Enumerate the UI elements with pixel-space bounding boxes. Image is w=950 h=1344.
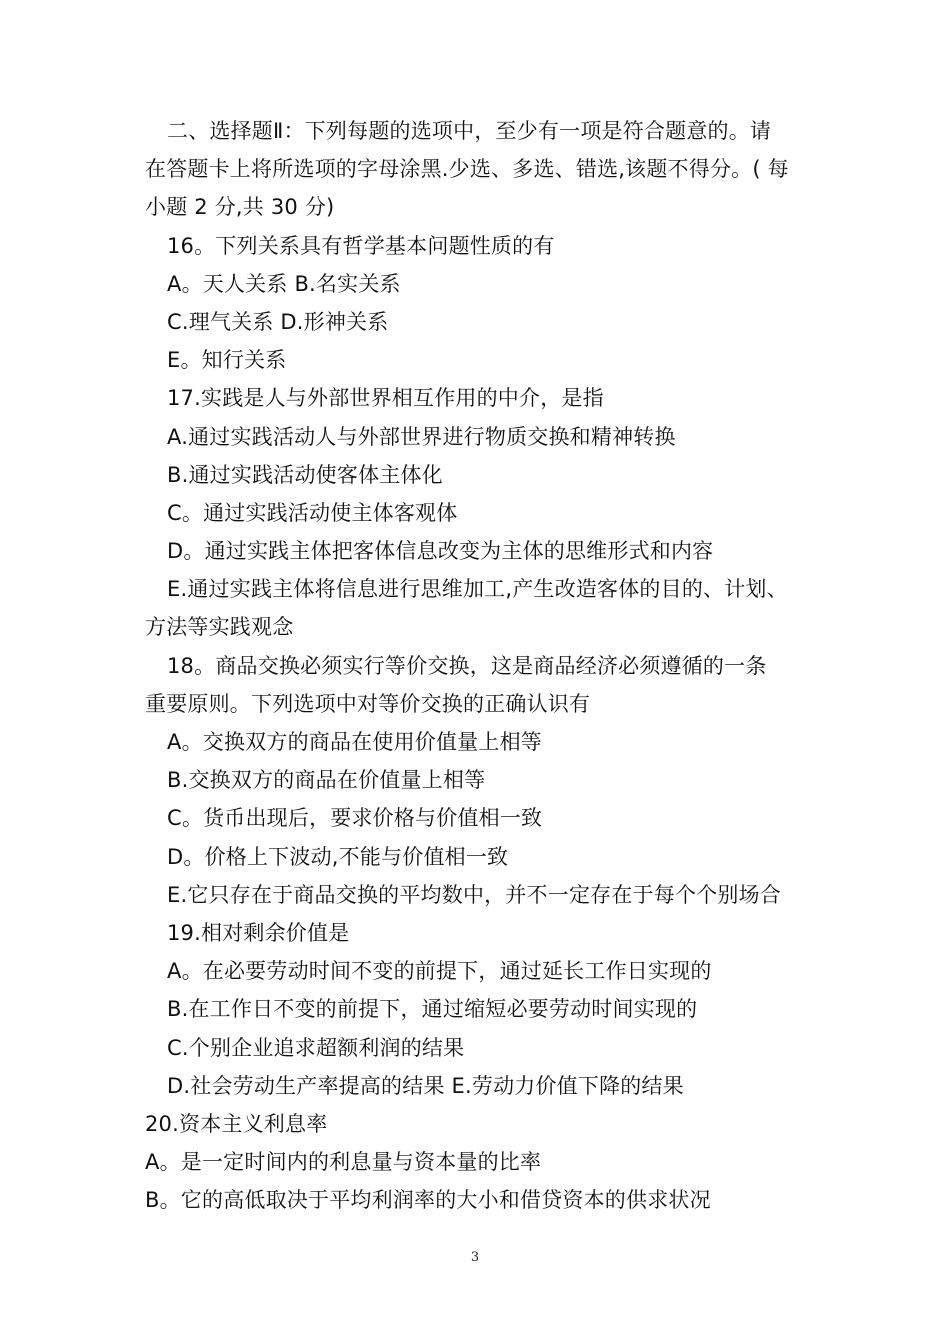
question-18-option-d: D。价格上下波动,不能与价值相一致 — [167, 844, 509, 869]
question-16-options-cd: C.理气关系 D.形神关系 — [167, 309, 389, 334]
question-20-option-a: A。是一定时间内的利息量与资本量的比率 — [145, 1150, 542, 1175]
question-17-option-d: D。通过实践主体把客体信息改变为主体的思维形式和内容 — [167, 539, 714, 564]
question-19-option-b: B.在工作日不变的前提下，通过缩短必要劳动时间实现的 — [167, 997, 698, 1022]
question-17-stem: 17.实践是人与外部世界相互作用的中介，是指 — [167, 386, 604, 411]
question-18-option-c: C。货币出现后，要求价格与价值相一致 — [167, 806, 543, 831]
document-body — [145, 112, 815, 1219]
question-20-option-b: B。它的高低取决于平均利润率的大小和借贷资本的供求状况 — [145, 1188, 711, 1213]
question-19-option-c: C.个别企业追求超额利润的结果 — [167, 1035, 465, 1060]
question-16-options-ab: A。天人关系 B.名实关系 — [167, 271, 401, 296]
question-20-stem: 20.资本主义利息率 — [145, 1111, 328, 1136]
question-17-option-e-cont: 方法等实践观念 — [145, 615, 294, 640]
question-17-option-b: B.通过实践活动使客体主体化 — [167, 462, 443, 487]
question-17-option-a: A.通过实践活动人与外部世界进行物质交换和精神转换 — [167, 424, 676, 449]
question-16-stem: 16。下列关系具有哲学基本问题性质的有 — [167, 233, 555, 258]
question-16-option-e: E。知行关系 — [167, 348, 287, 373]
question-18-stem: 18。商品交换必须实行等价交换，这是商品经济必须遵循的一条 — [167, 653, 767, 678]
question-17-option-e: E.通过实践主体将信息进行思维加工,产生改造客体的目的、计划、 — [167, 577, 788, 602]
question-18-option-e: E.它只存在于商品交换的平均数中，并不一定存在于每个个别场合 — [167, 882, 781, 907]
question-19-stem: 19.相对剩余价值是 — [167, 920, 350, 945]
section-heading-line-3: 小题 2 分,共 30 分) — [145, 195, 335, 220]
question-17-option-c: C。通过实践活动使主体客观体 — [167, 500, 458, 525]
page-number: 3 — [470, 1250, 480, 1265]
question-19-option-a: A。在必要劳动时间不变的前提下，通过延长工作日实现的 — [167, 959, 712, 984]
section-heading-line-1: 二、选择题Ⅱ：下列每题的选项中，至少有一项是符合题意的。请 — [167, 119, 772, 143]
section-heading-line-2: 在答题卡上将所选项的字母涂黑.少选、多选、错选,该题不得分。( 每 — [145, 157, 789, 182]
question-18-stem-cont: 重要原则。下列选项中对等价交换的正确认识有 — [145, 691, 591, 716]
question-18-option-a: A。交换双方的商品在使用价值量上相等 — [167, 730, 542, 754]
question-19-options-de: D.社会劳动生产率提高的结果 E.劳动力价值下降的结果 — [167, 1073, 684, 1098]
question-18-option-b: B.交换双方的商品在价值量上相等 — [167, 768, 486, 793]
